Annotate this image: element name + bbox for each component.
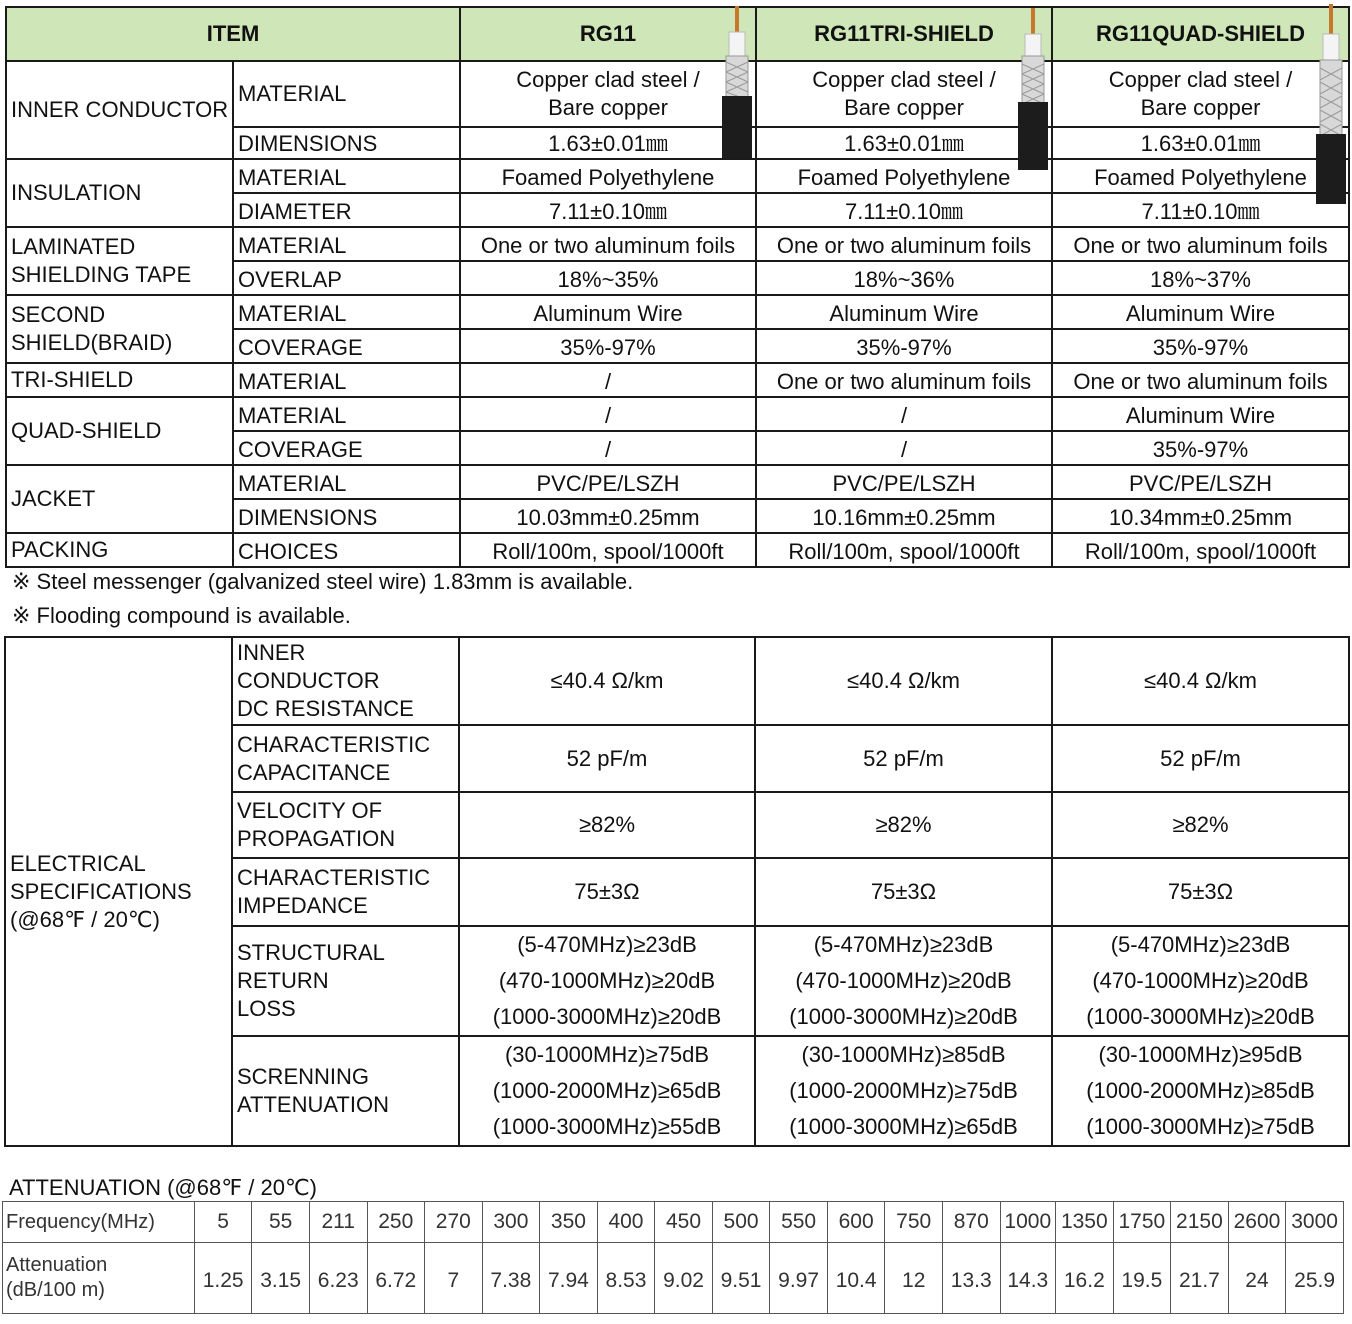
frequency-cell: 550 bbox=[770, 1202, 828, 1243]
prop-label: CHARACTERISTIC IMPEDANCE bbox=[232, 858, 459, 926]
cell-value: ≤40.4 Ω/km bbox=[459, 637, 755, 725]
prop-label: DIMENSIONS bbox=[233, 127, 460, 159]
attenuation-cell: 13.3 bbox=[942, 1243, 1000, 1314]
cell-value: (30-1000MHz)≥95dB (1000-2000MHz)≥85dB (1000-3000MHz)≥75dB bbox=[1052, 1036, 1349, 1146]
cell-value: 1.63±0.01㎜ bbox=[1052, 127, 1349, 159]
coax-cable-rg11-image bbox=[718, 6, 756, 158]
cell-value: Copper clad steel / Bare copper bbox=[756, 61, 1052, 127]
attenuation-cell: 9.02 bbox=[655, 1243, 713, 1314]
prop-label: DIAMETER bbox=[233, 193, 460, 227]
prop-label: STRUCTURAL RETURN LOSS bbox=[232, 926, 459, 1036]
cell-value: 75±3Ω bbox=[459, 858, 755, 926]
cell-value: 1.63±0.01㎜ bbox=[756, 127, 1052, 159]
construction-spec-table bbox=[5, 6, 1350, 568]
cell-value: PVC/PE/LSZH bbox=[756, 465, 1052, 499]
cell-value: Copper clad steel / Bare copper bbox=[1052, 61, 1349, 127]
frequency-label: Frequency(MHz) bbox=[3, 1202, 195, 1243]
group-jacket: JACKET bbox=[6, 465, 233, 533]
cell-value: One or two aluminum foils bbox=[756, 227, 1052, 261]
frequency-cell: 250 bbox=[367, 1202, 425, 1243]
prop-label: MATERIAL bbox=[233, 465, 460, 499]
cell-value: 35%-97% bbox=[756, 329, 1052, 363]
attenuation-cell: 16.2 bbox=[1056, 1243, 1114, 1314]
cell-value: One or two aluminum foils bbox=[756, 363, 1052, 397]
note-flooding-compound: ※ Flooding compound is available. bbox=[12, 603, 351, 628]
cell-value: (5-470MHz)≥23dB (470-1000MHz)≥20dB (1000-3000MHz)≥20dB bbox=[1052, 926, 1349, 1036]
prop-label: MATERIAL bbox=[233, 61, 460, 127]
group-laminated-shielding-tape: LAMINATED SHIELDING TAPE bbox=[6, 227, 233, 295]
attenuation-title: ATTENUATION (@68℉ / 20℃) bbox=[9, 1175, 317, 1200]
cell-value: PVC/PE/LSZH bbox=[460, 465, 756, 499]
prop-label: DIMENSIONS bbox=[233, 499, 460, 533]
cell-value: 18%~36% bbox=[756, 261, 1052, 295]
cell-value: (30-1000MHz)≥85dB (1000-2000MHz)≥75dB (1000-3000MHz)≥65dB bbox=[755, 1036, 1052, 1146]
cell-value: 18%~35% bbox=[460, 261, 756, 295]
prop-label: MATERIAL bbox=[233, 397, 460, 431]
cell-value: ≤40.4 Ω/km bbox=[1052, 637, 1349, 725]
electrical-spec-table bbox=[4, 636, 1350, 1147]
header-model-rg11: RG11 bbox=[460, 7, 756, 61]
cell-value: Aluminum Wire bbox=[756, 295, 1052, 329]
prop-label: OVERLAP bbox=[233, 261, 460, 295]
cell-value: 1.63±0.01㎜ bbox=[460, 127, 756, 159]
group-electrical-specifications: ELECTRICAL SPECIFICATIONS (@68℉ / 20℃) bbox=[5, 637, 232, 1146]
attenuation-cell: 3.15 bbox=[252, 1243, 310, 1314]
prop-label: COVERAGE bbox=[233, 431, 460, 465]
cell-value: Roll/100m, spool/1000ft bbox=[460, 533, 756, 567]
frequency-cell: 500 bbox=[712, 1202, 770, 1243]
frequency-cell: 750 bbox=[885, 1202, 943, 1243]
frequency-cell: 350 bbox=[540, 1202, 598, 1243]
frequency-row bbox=[3, 1202, 1344, 1243]
header-model-quad-shield: RG11QUAD-SHIELD bbox=[1052, 7, 1349, 61]
cell-value: Aluminum Wire bbox=[1052, 397, 1349, 431]
attenuation-table bbox=[2, 1201, 1344, 1314]
cell-value: / bbox=[460, 431, 756, 465]
attenuation-label: Attenuation (dB/100 m) bbox=[3, 1243, 195, 1314]
attenuation-cell: 8.53 bbox=[597, 1243, 655, 1314]
frequency-cell: 55 bbox=[252, 1202, 310, 1243]
cell-value: (5-470MHz)≥23dB (470-1000MHz)≥20dB (1000-3000MHz)≥20dB bbox=[755, 926, 1052, 1036]
cell-value: 35%-97% bbox=[1052, 329, 1349, 363]
frequency-cell: 1750 bbox=[1113, 1202, 1171, 1243]
header-item: ITEM bbox=[6, 7, 460, 61]
attenuation-cell: 6.23 bbox=[309, 1243, 367, 1314]
cell-value: 7.11±0.10㎜ bbox=[1052, 193, 1349, 227]
cell-value: 7.11±0.10㎜ bbox=[460, 193, 756, 227]
cell-value: 35%-97% bbox=[460, 329, 756, 363]
attenuation-cell: 12 bbox=[885, 1243, 943, 1314]
coax-cable-tri-shield-image bbox=[1014, 8, 1052, 170]
note-steel-messenger: ※ Steel messenger (galvanized steel wire) 1.83mm is available. bbox=[12, 569, 634, 594]
attenuation-cell: 1.25 bbox=[194, 1243, 252, 1314]
frequency-cell: 450 bbox=[655, 1202, 713, 1243]
cell-value: / bbox=[460, 397, 756, 431]
group-inner-conductor: INNER CONDUCTOR bbox=[6, 61, 233, 159]
attenuation-cell: 24 bbox=[1228, 1243, 1286, 1314]
frequency-cell: 1000 bbox=[1000, 1202, 1056, 1243]
cell-value: Foamed Polyethylene bbox=[1052, 159, 1349, 193]
cell-value: 52 pF/m bbox=[1052, 725, 1349, 792]
group-packing: PACKING bbox=[6, 533, 233, 567]
cell-value: 10.16mm±0.25mm bbox=[756, 499, 1052, 533]
attenuation-cell: 21.7 bbox=[1171, 1243, 1229, 1314]
cell-value: One or two aluminum foils bbox=[1052, 227, 1349, 261]
prop-label: MATERIAL bbox=[233, 159, 460, 193]
frequency-cell: 400 bbox=[597, 1202, 655, 1243]
attenuation-cell: 10.4 bbox=[827, 1243, 885, 1314]
prop-label: INNER CONDUCTOR DC RESISTANCE bbox=[232, 637, 459, 725]
cell-value: 10.03mm±0.25mm bbox=[460, 499, 756, 533]
header-model-tri-shield: RG11TRI-SHIELD bbox=[756, 7, 1052, 61]
frequency-cell: 211 bbox=[309, 1202, 367, 1243]
cell-value: Aluminum Wire bbox=[460, 295, 756, 329]
attenuation-cell: 7.94 bbox=[540, 1243, 598, 1314]
cell-value: / bbox=[756, 397, 1052, 431]
cell-value: 75±3Ω bbox=[1052, 858, 1349, 926]
attenuation-cell: 25.9 bbox=[1286, 1243, 1344, 1314]
frequency-cell: 3000 bbox=[1286, 1202, 1344, 1243]
cell-value: Foamed Polyethylene bbox=[460, 159, 756, 193]
cell-value: One or two aluminum foils bbox=[460, 227, 756, 261]
group-quad-shield: QUAD-SHIELD bbox=[6, 397, 233, 465]
frequency-cell: 2150 bbox=[1171, 1202, 1229, 1243]
prop-label: CHARACTERISTIC CAPACITANCE bbox=[232, 725, 459, 792]
cell-value: PVC/PE/LSZH bbox=[1052, 465, 1349, 499]
prop-label: COVERAGE bbox=[233, 329, 460, 363]
frequency-cell: 600 bbox=[827, 1202, 885, 1243]
group-insulation: INSULATION bbox=[6, 159, 233, 227]
cell-value: ≥82% bbox=[1052, 792, 1349, 858]
prop-label: MATERIAL bbox=[233, 227, 460, 261]
frequency-cell: 270 bbox=[425, 1202, 483, 1243]
prop-label: SCRENNING ATTENUATION bbox=[232, 1036, 459, 1146]
cell-value: 35%-97% bbox=[1052, 431, 1349, 465]
attenuation-row bbox=[3, 1243, 1344, 1314]
cell-value: ≤40.4 Ω/km bbox=[755, 637, 1052, 725]
cell-value: 52 pF/m bbox=[755, 725, 1052, 792]
frequency-cell: 5 bbox=[194, 1202, 252, 1243]
cell-value: 10.34mm±0.25mm bbox=[1052, 499, 1349, 533]
attenuation-cell: 14.3 bbox=[1000, 1243, 1056, 1314]
attenuation-cell: 19.5 bbox=[1113, 1243, 1171, 1314]
cell-value: 18%~37% bbox=[1052, 261, 1349, 295]
frequency-cell: 870 bbox=[942, 1202, 1000, 1243]
cell-value: (5-470MHz)≥23dB (470-1000MHz)≥20dB (1000-3000MHz)≥20dB bbox=[459, 926, 755, 1036]
frequency-cell: 2600 bbox=[1228, 1202, 1286, 1243]
attenuation-cell: 7 bbox=[425, 1243, 483, 1314]
cell-value: (30-1000MHz)≥75dB (1000-2000MHz)≥65dB (1000-3000MHz)≥55dB bbox=[459, 1036, 755, 1146]
cell-value: Foamed Polyethylene bbox=[756, 159, 1052, 193]
cell-value: 52 pF/m bbox=[459, 725, 755, 792]
prop-label: MATERIAL bbox=[233, 295, 460, 329]
cell-value: 7.11±0.10㎜ bbox=[756, 193, 1052, 227]
group-tri-shield: TRI-SHIELD bbox=[6, 363, 233, 397]
frequency-cell: 1350 bbox=[1056, 1202, 1114, 1243]
prop-label: CHOICES bbox=[233, 533, 460, 567]
prop-label: MATERIAL bbox=[233, 363, 460, 397]
attenuation-cell: 7.38 bbox=[482, 1243, 540, 1314]
prop-label: VELOCITY OF PROPAGATION bbox=[232, 792, 459, 858]
cell-value: ≥82% bbox=[459, 792, 755, 858]
coax-cable-quad-shield-image bbox=[1312, 4, 1350, 204]
frequency-cell: 300 bbox=[482, 1202, 540, 1243]
cell-value: 75±3Ω bbox=[755, 858, 1052, 926]
attenuation-cell: 9.97 bbox=[770, 1243, 828, 1314]
cell-value: Roll/100m, spool/1000ft bbox=[756, 533, 1052, 567]
attenuation-cell: 6.72 bbox=[367, 1243, 425, 1314]
cell-value: ≥82% bbox=[755, 792, 1052, 858]
cell-value: Aluminum Wire bbox=[1052, 295, 1349, 329]
group-second-shield: SECOND SHIELD(BRAID) bbox=[6, 295, 233, 363]
cell-value: One or two aluminum foils bbox=[1052, 363, 1349, 397]
cell-value: Roll/100m, spool/1000ft bbox=[1052, 533, 1349, 567]
cell-value: Copper clad steel / Bare copper bbox=[460, 61, 756, 127]
cell-value: / bbox=[756, 431, 1052, 465]
attenuation-cell: 9.51 bbox=[712, 1243, 770, 1314]
cell-value: / bbox=[460, 363, 756, 397]
